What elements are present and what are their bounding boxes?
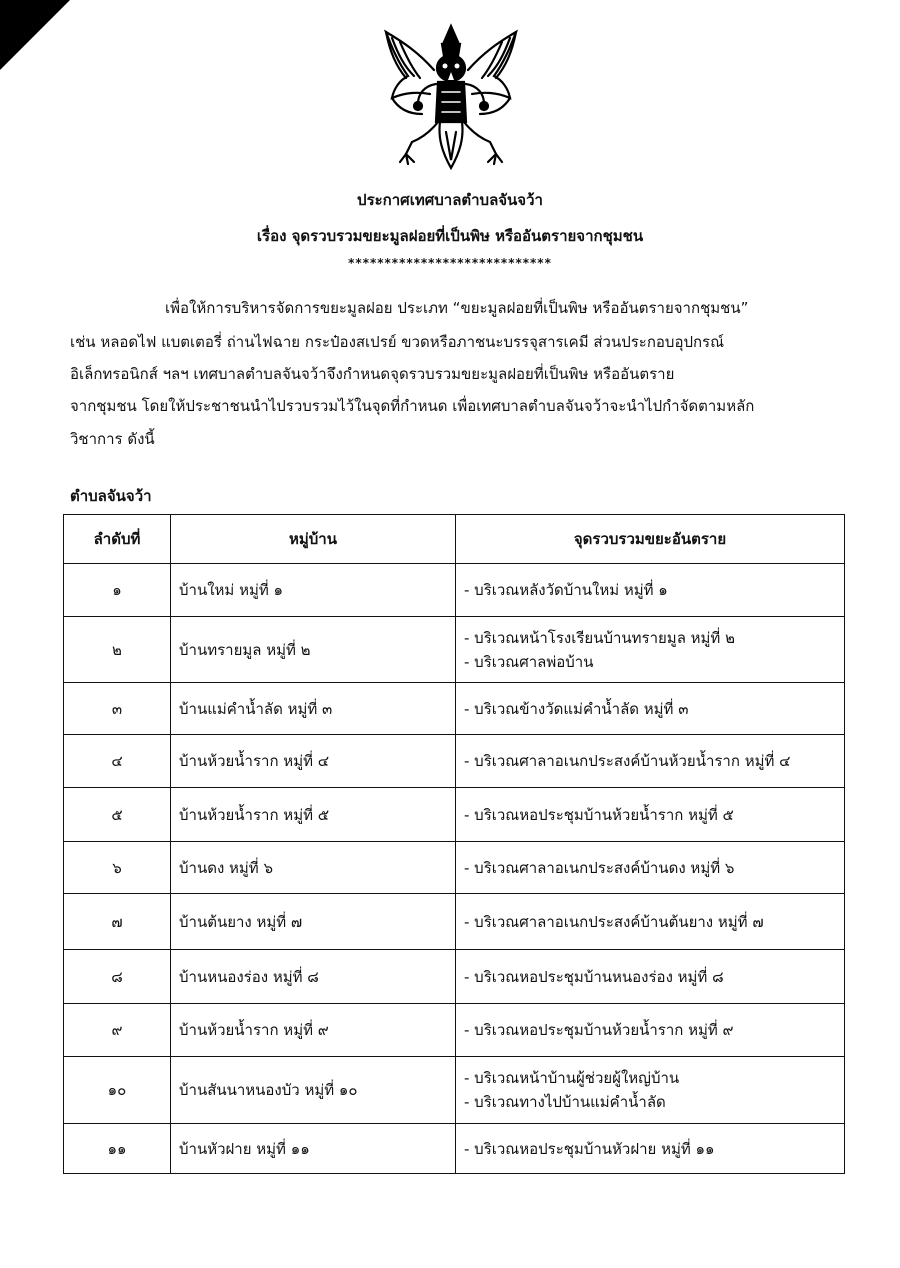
row-village: บ้านต้นยาง หมู่ที่ ๗ bbox=[171, 894, 456, 950]
row-sequence: ๙ bbox=[64, 1004, 171, 1057]
collection-points-table bbox=[63, 514, 845, 1174]
row-sequence: ๑๑ bbox=[64, 1124, 171, 1174]
table-row bbox=[64, 1057, 845, 1124]
row-locations bbox=[456, 842, 845, 894]
announcement-subject: เรื่อง จุดรวบรวมขยะมูลฝอยที่เป็นพิษ หรืออันตรายจากชุมชน bbox=[256, 227, 644, 245]
row-sequence: ๖ bbox=[64, 842, 171, 894]
row-village: บ้านแม่คำน้ำลัด หมู่ที่ ๓ bbox=[171, 683, 456, 735]
row-locations bbox=[456, 617, 845, 683]
location-item: - บริเวณหอประชุมบ้านหัวฝาย หมู่ที่ ๑๑ bbox=[464, 1139, 715, 1158]
table-row bbox=[64, 788, 845, 842]
location-item: - บริเวณศาลาอเนกประสงค์บ้านดง หมู่ที่ ๖ bbox=[464, 858, 735, 877]
location-item: - บริเวณศาลาอเนกประสงค์บ้านห้วยน้ำราก หมู่ที่ ๔ bbox=[464, 752, 791, 770]
row-sequence: ๑๐ bbox=[64, 1057, 171, 1124]
row-locations bbox=[456, 894, 845, 950]
row-locations bbox=[456, 683, 845, 735]
row-locations bbox=[456, 950, 845, 1004]
row-locations bbox=[456, 1057, 845, 1124]
table-row bbox=[64, 894, 845, 950]
page-corner-shadow bbox=[0, 0, 70, 70]
row-locations bbox=[456, 1004, 845, 1057]
row-sequence: ๗ bbox=[64, 894, 171, 950]
row-village: บ้านห้วยน้ำราก หมู่ที่ ๔ bbox=[171, 735, 456, 788]
row-sequence: ๓ bbox=[64, 683, 171, 735]
paragraph-line: เช่น หลอดไฟ แบตเตอรี่ ถ่านไฟฉาย กระป๋องสเปรย์ ขวดหรือภาชนะบรรจุสารเคมี ส่วนประกอบอุปกรณ์ bbox=[70, 333, 725, 351]
column-header-sequence: ลำดับที่ bbox=[64, 515, 171, 564]
row-village: บ้านสันนาหนองบัว หมู่ที่ ๑๐ bbox=[171, 1057, 456, 1124]
row-village: บ้านใหม่ หมู่ที่ ๑ bbox=[171, 564, 456, 617]
location-item: - บริเวณหน้าบ้านผู้ช่วยผู้ใหญ่บ้าน bbox=[464, 1069, 680, 1087]
row-locations bbox=[456, 1124, 845, 1174]
table-row bbox=[64, 842, 845, 894]
row-locations bbox=[456, 788, 845, 842]
paragraph-line: อิเล็กทรอนิกส์ ฯลฯ เทศบาลตำบลจันจว้าจึงกำหนดจุดรวบรวมขยะมูลฝอยที่เป็นพิษ หรืออันตราย bbox=[70, 365, 675, 383]
row-sequence: ๔ bbox=[64, 735, 171, 788]
paragraph-line: เพื่อให้การบริหารจัดการขยะมูลฝอย ประเภท “ขยะมูลฝอยที่เป็นพิษ หรืออันตรายจากชุมชน” bbox=[165, 299, 749, 317]
table-row bbox=[64, 683, 845, 735]
table-row bbox=[64, 1004, 845, 1057]
row-sequence: ๒ bbox=[64, 617, 171, 683]
row-locations bbox=[456, 564, 845, 617]
column-header-collection-point: จุดรวบรวมขยะอันตราย bbox=[456, 515, 845, 564]
location-item: - บริเวณศาลพ่อบ้าน bbox=[464, 652, 594, 671]
location-item: - บริเวณหลังวัดบ้านใหม่ หมู่ที่ ๑ bbox=[464, 581, 668, 599]
location-item: - บริเวณข้างวัดแม่คำน้ำลัด หมู่ที่ ๓ bbox=[464, 699, 689, 718]
location-item: - บริเวณหอประชุมบ้านห้วยน้ำราก หมู่ที่ ๕ bbox=[464, 805, 734, 824]
row-village: บ้านดง หมู่ที่ ๖ bbox=[171, 842, 456, 894]
row-village: บ้านทรายมูล หมู่ที่ ๒ bbox=[171, 617, 456, 683]
table-row bbox=[64, 950, 845, 1004]
row-sequence: ๑ bbox=[64, 564, 171, 617]
row-sequence: ๘ bbox=[64, 950, 171, 1004]
row-village: บ้านหนองร่อง หมู่ที่ ๘ bbox=[171, 950, 456, 1004]
row-village: บ้านหัวฝาย หมู่ที่ ๑๑ bbox=[171, 1124, 456, 1174]
row-sequence: ๕ bbox=[64, 788, 171, 842]
separator-line: **************************** bbox=[348, 256, 552, 270]
location-item: - บริเวณหอประชุมบ้านหนองร่อง หมู่ที่ ๘ bbox=[464, 967, 724, 986]
location-item: - บริเวณหน้าโรงเรียนบ้านทรายมูล หมู่ที่ ๒ bbox=[464, 628, 735, 647]
announcement-title: ประกาศเทศบาลตำบลจันจว้า bbox=[357, 191, 543, 209]
location-item: - บริเวณศาลาอเนกประสงค์บ้านต้นยาง หมู่ที่ ๗ bbox=[464, 912, 764, 931]
location-item: - บริเวณหอประชุมบ้านห้วยน้ำราก หมู่ที่ ๙ bbox=[464, 1021, 734, 1039]
column-header-village: หมู่บ้าน bbox=[171, 515, 456, 564]
table-row bbox=[64, 564, 845, 617]
paragraph-line: จากชุมชน โดยให้ประชาชนนำไปรวบรวมไว้ในจุดที่กำหนด เพื่อเทศบาลตำบลจันจว้าจะนำไปกำจัดตามหลัก bbox=[70, 397, 755, 415]
garuda-emblem-icon bbox=[378, 22, 524, 172]
table-row bbox=[64, 735, 845, 788]
table-row bbox=[64, 1124, 845, 1174]
table-header-row bbox=[64, 515, 845, 564]
paragraph-line: วิชาการ ดังนี้ bbox=[70, 430, 155, 448]
row-locations bbox=[456, 735, 845, 788]
section-title: ตำบลจันจว้า bbox=[70, 487, 152, 505]
location-item: - บริเวณทางไปบ้านแม่คำน้ำลัด bbox=[464, 1093, 666, 1111]
row-village: บ้านห้วยน้ำราก หมู่ที่ ๕ bbox=[171, 788, 456, 842]
row-village: บ้านห้วยน้ำราก หมู่ที่ ๙ bbox=[171, 1004, 456, 1057]
table-row bbox=[64, 617, 845, 683]
